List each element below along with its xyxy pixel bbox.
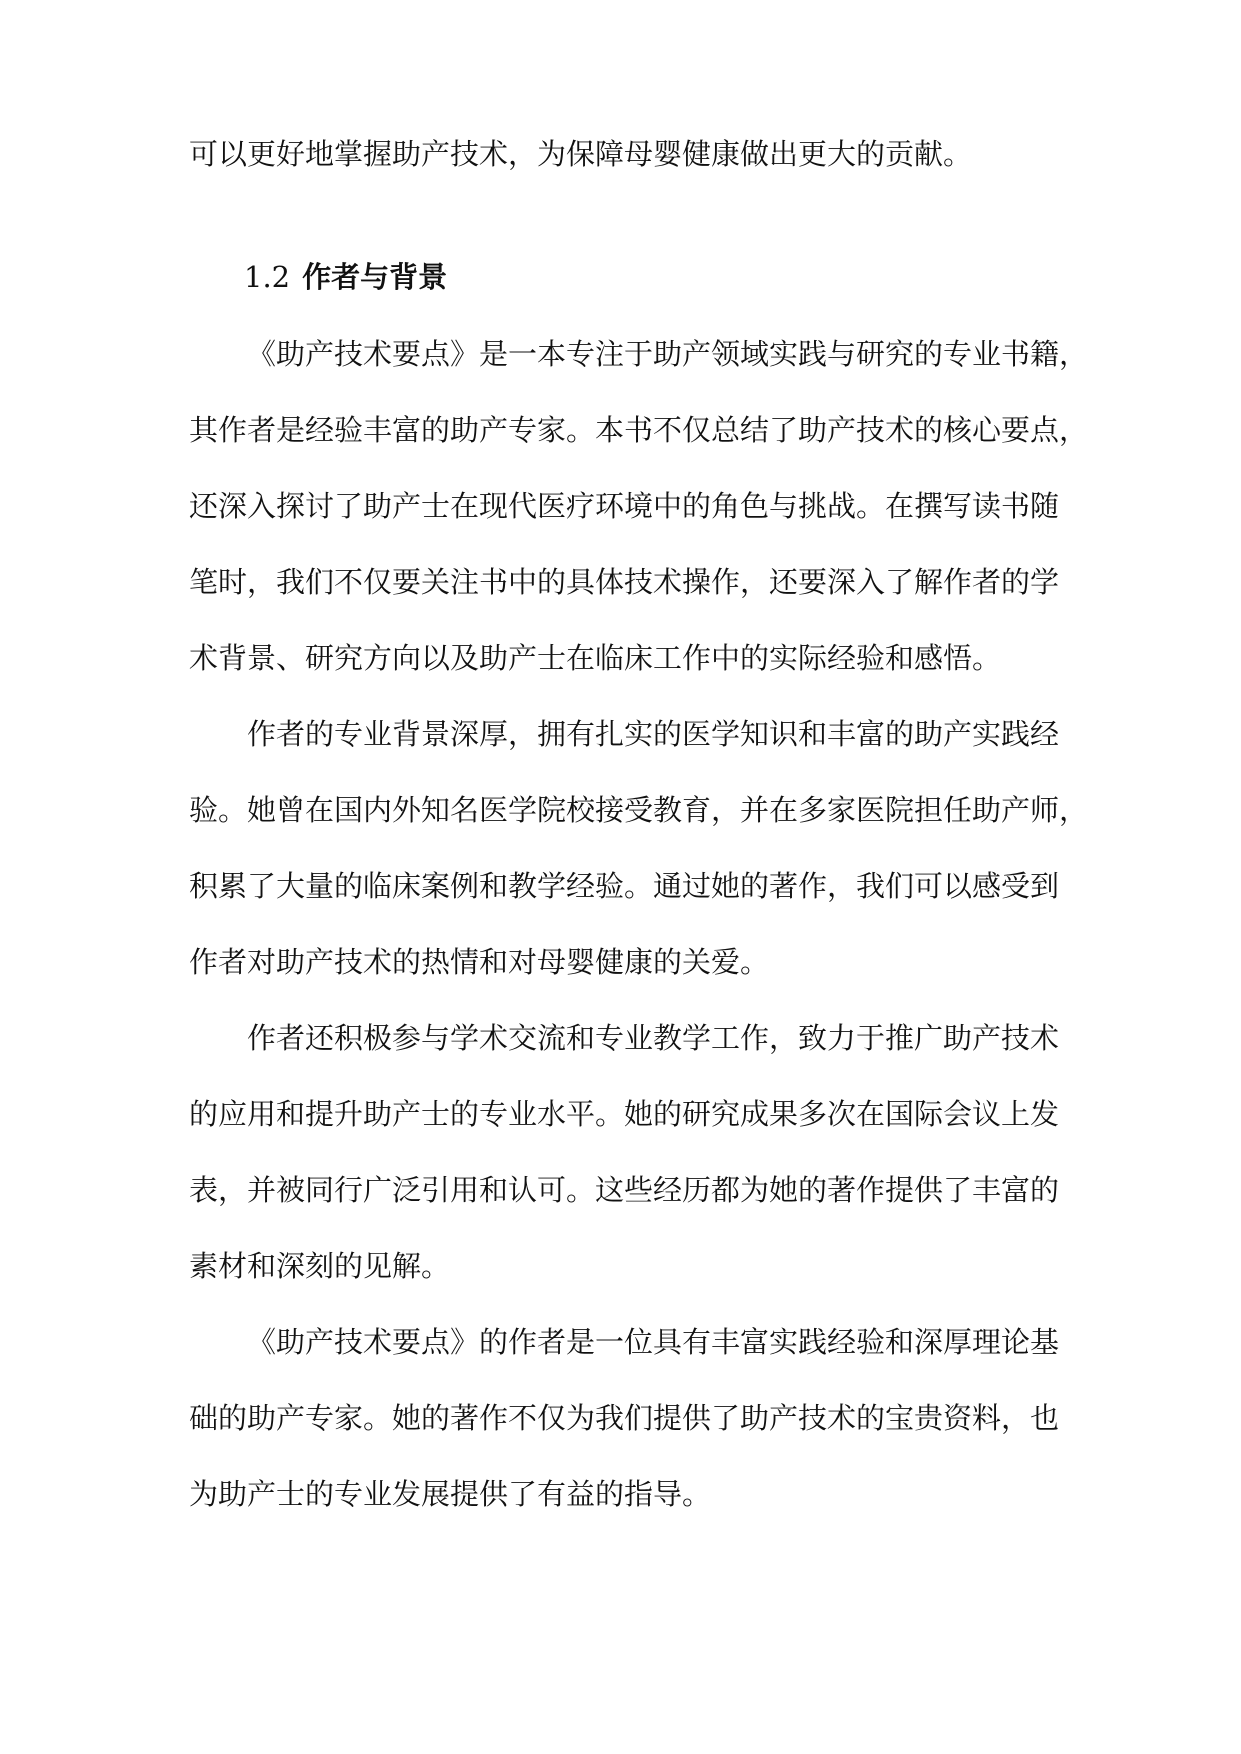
section-heading (244, 257, 447, 297)
paragraph-line: 作者还积极参与学术交流和专业教学工作，致力于推广助产技术 (247, 1021, 1060, 1055)
paragraph-line: 术背景、研究方向以及助产士在临床工作中的实际经验和感悟。 (189, 641, 1002, 675)
paragraph-line: 作者的专业背景深厚，拥有扎实的医学知识和丰富的助产实践经 (247, 717, 1060, 751)
section-title: 作者与背景 (302, 260, 448, 294)
paragraph-line: 笔时，我们不仅要关注书中的具体技术操作，还要深入了解作者的学 (189, 565, 1060, 599)
paragraph-line: 《助产技术要点》是一本专注于助产领域实践与研究的专业书籍， (247, 337, 1089, 371)
paragraph-line: 《助产技术要点》的作者是一位具有丰富实践经验和深厚理论基 (247, 1325, 1060, 1359)
paragraph-line: 验。她曾在国内外知名医学院校接受教育，并在多家医院担任助产师， (189, 793, 1089, 827)
paragraph-line: 作者对助产技术的热情和对母婴健康的关爱。 (189, 945, 770, 979)
paragraph-line: 积累了大量的临床案例和教学经验。通过她的著作，我们可以感受到 (189, 869, 1060, 903)
paragraph-line: 素材和深刻的见解。 (189, 1249, 451, 1283)
paragraph-line: 为助产士的专业发展提供了有益的指导。 (189, 1477, 712, 1511)
paragraph-line: 其作者是经验丰富的助产专家。本书不仅总结了助产技术的核心要点， (189, 413, 1089, 447)
paragraph-line: 表，并被同行广泛引用和认可。这些经历都为她的著作提供了丰富的 (189, 1173, 1060, 1207)
paragraph-line: 础的助产专家。她的著作不仅为我们提供了助产技术的宝贵资料，也 (189, 1401, 1060, 1435)
paragraph-line: 可以更好地掌握助产技术，为保障母婴健康做出更大的贡献。 (189, 137, 973, 171)
paragraph-line: 的应用和提升助产士的专业水平。她的研究成果多次在国际会议上发 (189, 1097, 1060, 1131)
paragraph-line: 还深入探讨了助产士在现代医疗环境中的角色与挑战。在撰写读书随 (189, 489, 1060, 523)
section-number: 1.2 (244, 260, 291, 294)
